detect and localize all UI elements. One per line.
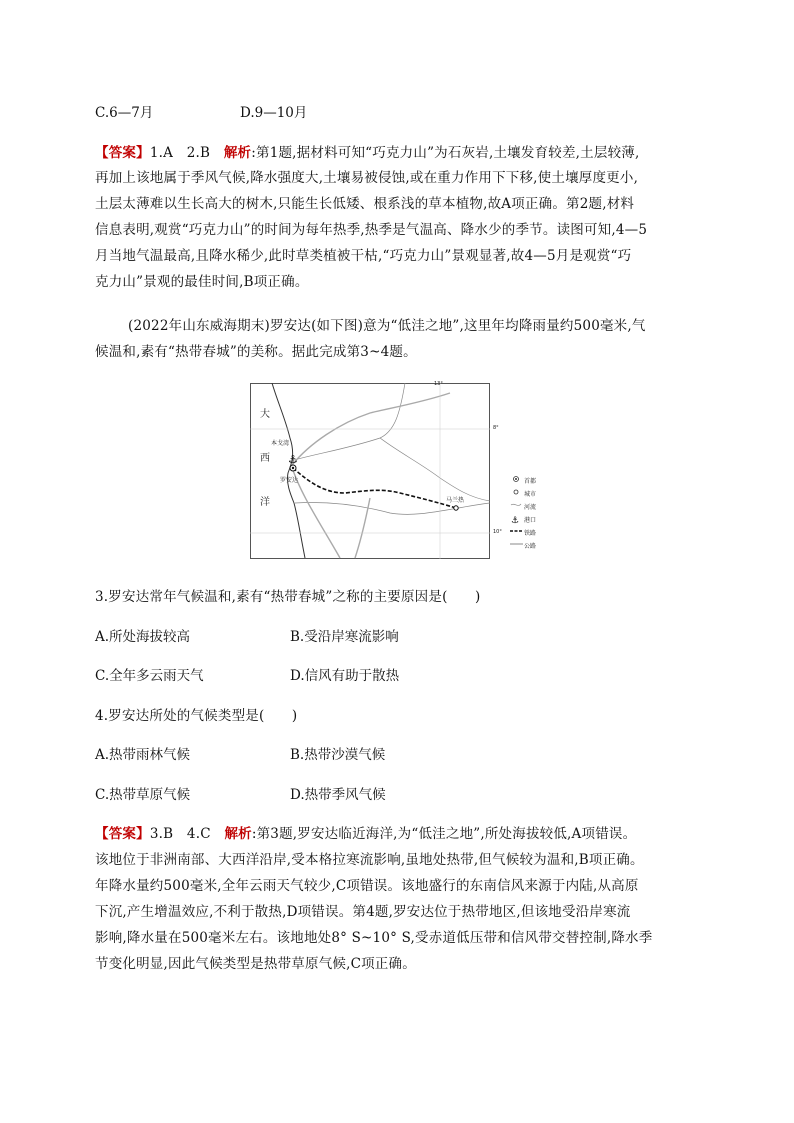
q3-stem: 3.罗安达常年气候温和,素有“热带春城”之称的主要原因是( ) — [95, 589, 481, 605]
q4-option-b: B.热带沙漠气候 — [290, 747, 386, 763]
answer-tag-2: 【答案】 — [95, 826, 150, 842]
answer-block-1-line-2: 再加上该地属于季风气候,降水强度大,土壤易被侵蚀,或在重力作用下下移,使土壤厚度更小, — [95, 170, 639, 186]
ocean-label-1: 大 — [260, 409, 270, 420]
answer-block-1-line-6: 克力山”景观的最佳时间,B项正确。 — [95, 274, 309, 290]
answer-values-2: 3.B 4.C — [149, 826, 225, 842]
legend-river-icon — [511, 504, 521, 505]
passage-line-2: 候温和,素有“热带春城”的美称。据此完成第3~4题。 — [95, 344, 417, 360]
analysis-text-2: :第3题,罗安达临近海洋,为“低洼之地”,所处海拔较低,A项错误。 — [251, 826, 637, 842]
option-c-top: C.6—7月 — [95, 105, 154, 121]
q3-option-c: C.全年多云雨天气 — [95, 668, 204, 684]
q4-option-c: C.热带草原气候 — [95, 787, 191, 803]
legend-river-label: 河流 — [524, 504, 537, 511]
answer-block-1-line-1 — [95, 141, 639, 161]
ocean-label-3: 洋 — [260, 497, 270, 508]
passage-line-1: (2022年山东威海期末)罗安达(如下图)意为“低洼之地”,这里年均降雨量约500毫米,气 — [128, 318, 646, 334]
analysis-text: :第1题,据材料可知“巧克力山”为石灰岩,土壤发育较差,土层较薄, — [251, 145, 640, 161]
answer-block-1-line-5: 月当地气温最高,且降水稀少,此时草类植被干枯,“巧克力山”景观显著,故4—5月是观赏“巧 — [95, 248, 632, 264]
answer-block-2-line-2: 该地位于非洲南部、大西洋沿岸,受本格拉寒流影响,虽地处热带,但气候较为温和,B项正确。 — [95, 852, 644, 868]
q3-option-d: D.信风有助于散热 — [290, 668, 400, 684]
legend-port-label: 港口 — [524, 517, 537, 524]
label-lat-10: 10° — [493, 529, 502, 535]
label-malanje: 马兰热 — [446, 497, 465, 504]
answer-block-2-line-3: 年降水量约500毫米,全年云雨天气较少,C项错误。该地盛行的东南信风来源于内陆,从高原 — [95, 878, 639, 894]
label-lon-13: 13° — [434, 381, 443, 387]
legend-city-label: 城市 — [524, 491, 537, 498]
map-figure — [250, 383, 540, 559]
analysis-tag-2: 解析 — [224, 826, 252, 842]
answer-values: 1.A 2.B — [149, 145, 224, 161]
answer-block-1-line-4: 信息表明,观赏“巧克力山”的时间为每年热季,热季是气温高、降水少的季节。读图可知,4—5 — [95, 222, 648, 238]
answer-block-1-line-3: 土层太薄难以生长高大的树木,只能生长低矮、根系浅的草本植物,故A项正确。第2题,材料 — [95, 196, 635, 212]
q3-option-a: A.所处海拔较高 — [95, 629, 191, 645]
legend-port-icon: ⚓ — [511, 516, 520, 526]
answer-block-2-line-1 — [95, 822, 636, 842]
port-anchor-icon: ⚓ — [288, 453, 298, 466]
label-lat-8: 8° — [493, 425, 499, 431]
ocean-label-2: 西 — [260, 453, 270, 464]
q3-option-b: B.受沿岸寒流影响 — [290, 629, 399, 645]
option-d-top: D.9—10月 — [240, 105, 308, 121]
analysis-tag: 解析 — [223, 145, 252, 161]
answer-block-2-line-6: 节变化明显,因此气候类型是热带草原气候,C项正确。 — [95, 956, 416, 972]
answer-tag: 【答案】 — [95, 145, 150, 161]
city-marker-malanje — [454, 506, 458, 510]
map-frame — [251, 384, 490, 559]
legend-road-label: 公路 — [524, 543, 537, 550]
q4-option-a: A.热带雨林气候 — [95, 747, 191, 763]
answer-block-2-line-5: 影响,降水量在500毫米左右。该地地处8° S~10° S,受赤道低压带和信风带交替控制,降水季 — [95, 930, 653, 946]
label-bengo-bay: 本戈湾 — [271, 440, 290, 447]
answer-block-2-line-4: 下沉,产生增温效应,不利于散热,D项错误。第4题,罗安达位于热带地区,但该地受沿岸寒流 — [95, 904, 631, 920]
capital-marker-dot — [292, 467, 294, 469]
legend-railway-label: 铁路 — [524, 530, 537, 537]
q4-stem: 4.罗安达所处的气候类型是( ) — [95, 708, 298, 724]
q4-option-d: D.热带季风气候 — [290, 787, 386, 803]
legend-capital-label: 首都 — [524, 478, 537, 485]
label-luanda: 罗安达 — [280, 477, 299, 484]
legend-city-icon — [514, 490, 518, 494]
